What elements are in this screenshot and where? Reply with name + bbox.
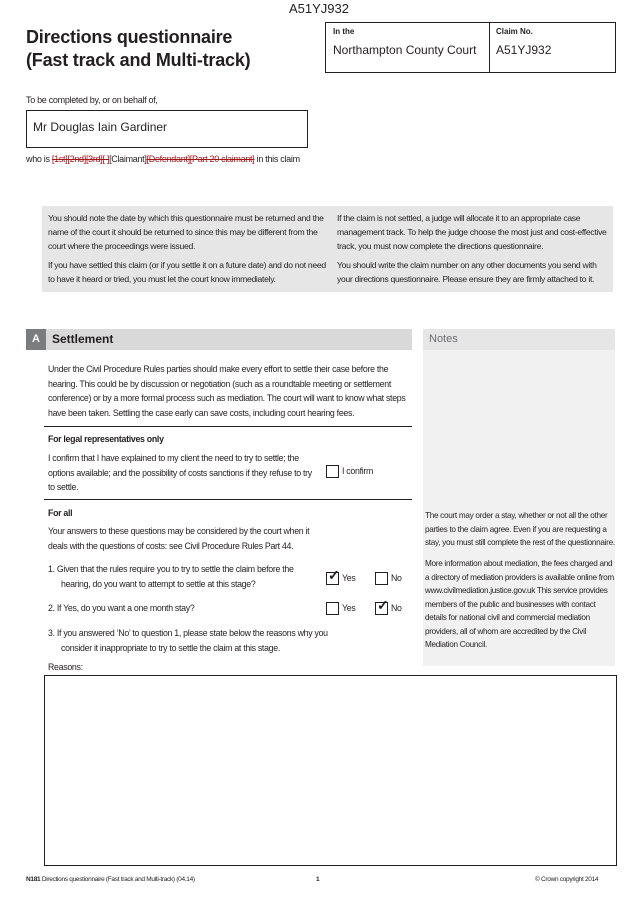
party-name-field[interactable] [26,110,308,148]
q1-no-label: No [391,573,402,583]
confirm-checkbox[interactable] [326,465,339,478]
divider [44,499,412,500]
guidance-right-p2: You should write the claim number on any other documents you send with your directions questionnaire. Please ensure they are firmly attached to it. [337,260,597,284]
court-value[interactable]: Northampton County Court [333,43,477,57]
court-box [325,22,490,73]
tick-icon: ✓ [328,567,340,583]
question-2: 2. If Yes, do you want a one month stay? [48,603,195,613]
footer-form-desc: Directions questionnaire (Fast track and Multi-track) (04.14) [41,876,195,883]
title-line-1: Directions questionnaire [26,27,233,47]
footer-form-code: N181 [26,876,41,883]
legal-reps-text: I confirm that I have explained to my client the need to try to settle; the options available; and the possibility of costs sanctions if they refuse to try to settle. [48,453,312,492]
struck-parties: [Defendant][Part 20 claimant] [146,154,255,164]
settlement-intro: Under the Civil Procedure Rules parties should make every effort to settle their case before the hearing. This could be by discussion or negotiation (such as a roundtable meeting or settlement conference) or by a more formal process such as mediation. The court will want to know what steps have been taken. Settling the case early can save costs, including court hearing fees. [48,364,406,418]
notes-mediation: More information about mediation, the fees charged and a directory of mediation providers is available online from www.civilmediation.justice.gov.uk This service provides members of the public and businesses with contact details for national civil and commercial mediation providers, all of whom are accredited by the Civil Mediation Council. [425,559,614,649]
tick-icon: ✓ [377,597,389,613]
question-1: 1. Given that the rules require you to try to settle the claim before the hearing, do you want to attempt to settle at this stage? [48,564,294,589]
guidance-right-p1: If the claim is not settled, a judge will allocate it to an appropriate case management track. To help the judge choose the most just and cost-effective track, you must now complete the directions questionnaire. [337,213,607,251]
court-label: In the [333,27,355,36]
completed-by-label: To be completed by, or on behalf of, [26,95,158,105]
title-line-2: (Fast track and Multi-track) [26,50,251,70]
q1-no-checkbox[interactable] [375,572,388,585]
section-letter: A [26,329,46,350]
party-name-value: Mr Douglas Iain Gardiner [33,120,168,134]
whois-suffix: in this claim [256,154,300,164]
question-3: 3. If you answered ‘No’ to question 1, please state below the reasons why you consider it inappropriate to try to settle the claim at this stage. [48,628,328,653]
for-all-heading: For all [48,508,73,518]
whois-prefix: who is [26,154,50,164]
notes-header [423,329,615,350]
section-header [26,329,412,350]
guidance-left-p2: If you have settled this claim (or if you settle it on a future date) and do not need to have it heard or tried, you must let the court know immediately. [48,260,326,284]
footer-form-info [26,876,195,883]
party-role-line [26,154,300,164]
header-reference: A51YJ932 [289,1,349,16]
q2-no-label: No [391,603,402,613]
claim-label: Claim No. [496,27,533,36]
claim-number-box [489,22,616,73]
section-title: Settlement [52,332,114,346]
claim-value[interactable]: A51YJ932 [496,43,552,57]
guidance-left-p1: You should note the date by which this questionnaire must be returned and the name of the court it should be returned to since this may be different from the court where the proceedings were issued. [48,213,324,251]
notes-stay: The court may order a stay, whether or not all the other parties to the claim agree. Even if you are requesting a stay, you must still complete the rest of the questionnaire. [425,511,615,547]
q2-no-checkbox[interactable] [375,597,389,615]
q2-yes-label: Yes [342,603,356,613]
q1-yes-label: Yes [342,573,356,583]
for-all-intro: Your answers to these questions may be considered by the court when it deals with the questions of costs: see Civil Procedure Rules Part 44. [48,526,310,551]
legal-reps-heading: For legal representatives only [48,434,164,444]
guidance-panel [42,206,613,292]
claimant-role: [Claimant] [109,154,147,164]
notes-label: Notes [429,333,458,345]
page-title [26,26,250,72]
divider [44,426,412,427]
reasons-label: Reasons: [48,662,83,672]
page-number: 1 [316,876,320,883]
q1-yes-checkbox[interactable] [326,567,340,585]
struck-ordinals: [1st][2nd][3rd][ ] [51,154,110,164]
confirm-label: I confirm [342,466,374,476]
footer-copyright: © Crown copyright 2014 [535,876,599,883]
q2-yes-checkbox[interactable] [326,602,339,615]
reasons-textarea[interactable] [44,675,617,866]
